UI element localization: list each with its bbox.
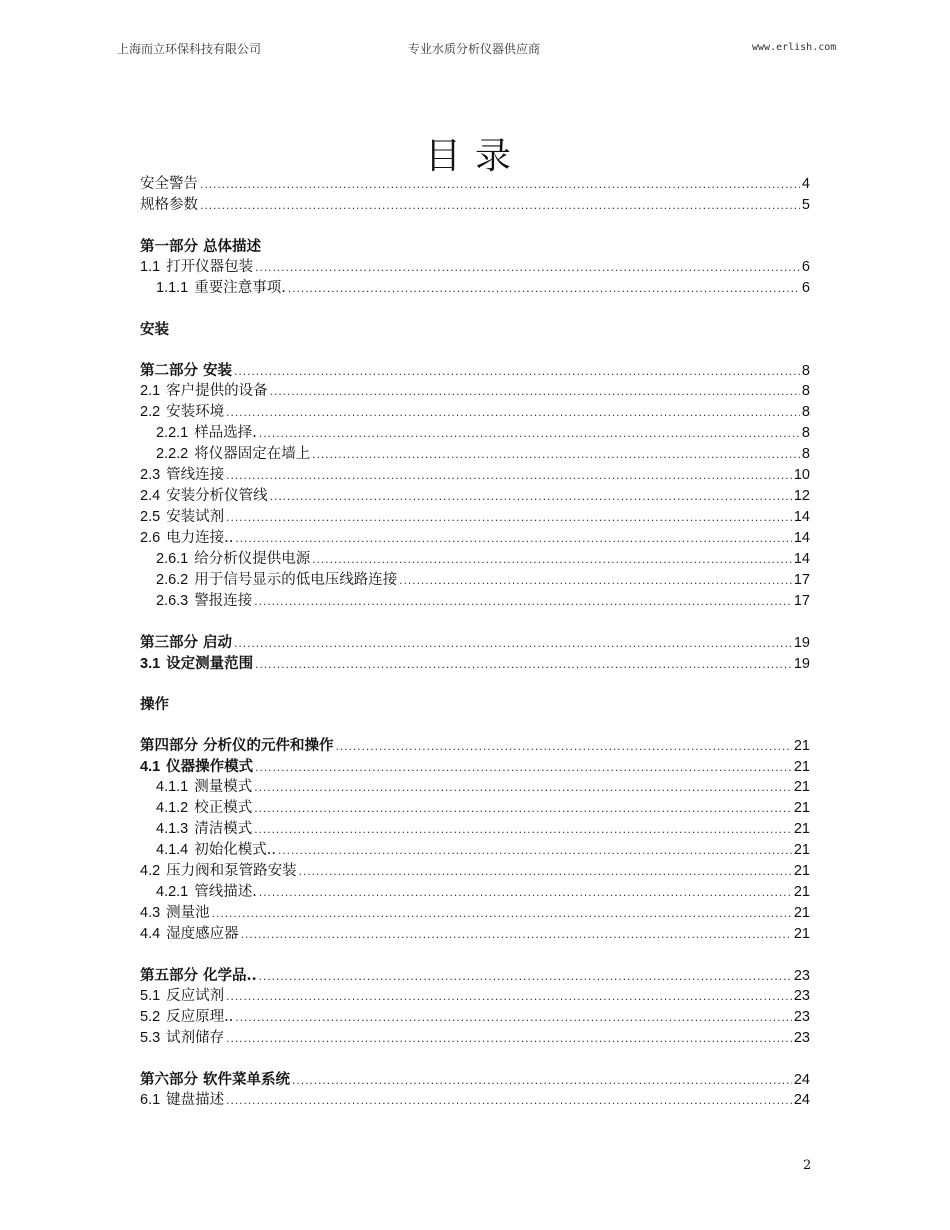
toc-entry-text: 安装 bbox=[140, 321, 169, 338]
toc-entry-label bbox=[140, 986, 224, 1007]
toc-entry-text: 安装分析仪管线 bbox=[166, 488, 268, 504]
toc-entry-page: 23 bbox=[793, 1030, 810, 1046]
table-of-contents bbox=[140, 174, 810, 1111]
toc-entry-text: 设定测量范围 bbox=[166, 655, 254, 672]
toc-leader-dots bbox=[200, 174, 800, 195]
toc-leader-dots bbox=[259, 882, 792, 903]
toc-entry bbox=[140, 861, 810, 882]
toc-leader-dots bbox=[255, 654, 792, 675]
toc-leader-dots bbox=[292, 1070, 792, 1091]
toc-entry-page: 17 bbox=[793, 593, 810, 609]
toc-leader-dots bbox=[255, 257, 800, 278]
toc-entry-number: 4.2 bbox=[140, 863, 161, 879]
toc-entry-text: 第二部分 安装 bbox=[140, 362, 233, 379]
page-title: 目录 bbox=[424, 136, 525, 177]
toc-leader-dots bbox=[312, 549, 792, 570]
toc-entry bbox=[140, 735, 810, 756]
toc-entry bbox=[140, 195, 810, 216]
toc-entry-text: 规格参数 bbox=[140, 197, 198, 213]
toc-entry-label bbox=[140, 381, 268, 402]
toc-entry-number: 4.1.4 bbox=[156, 842, 189, 858]
toc-entry-number: 2.3 bbox=[140, 467, 161, 483]
toc-entry-text: 安装试剂 bbox=[166, 509, 225, 525]
toc-entry bbox=[140, 777, 810, 798]
toc-entry bbox=[140, 465, 810, 486]
toc-entry-text: 试剂储存 bbox=[166, 1030, 225, 1046]
toc-entry-label bbox=[140, 507, 224, 528]
toc-leader-dots bbox=[235, 1007, 791, 1028]
toc-leader-dots bbox=[254, 591, 792, 612]
toc-entry bbox=[140, 360, 810, 381]
toc-entry bbox=[140, 591, 810, 612]
toc-entry bbox=[140, 819, 810, 840]
toc-entry bbox=[140, 570, 810, 591]
toc-entry-number: 6.1 bbox=[140, 1092, 161, 1108]
toc-entry-text: 客户提供的设备 bbox=[166, 383, 268, 399]
toc-entry-number: 2.1 bbox=[140, 383, 161, 399]
toc-entry-page: 21 bbox=[793, 779, 810, 795]
toc-entry-text: 第四部分 分析仪的元件和操作 bbox=[140, 737, 334, 754]
toc-entry-text: 压力阀和泵管路安装 bbox=[166, 863, 297, 879]
toc-entry-page: 24 bbox=[793, 1092, 810, 1108]
toc-entry-page: 21 bbox=[793, 842, 810, 858]
toc-entry bbox=[140, 549, 810, 570]
toc-entry-number: 2.5 bbox=[140, 509, 161, 525]
toc-leader-dots bbox=[259, 423, 800, 444]
toc-entry bbox=[140, 694, 810, 715]
toc-entry-number: 3.1 bbox=[140, 656, 161, 672]
toc-leader-dots bbox=[226, 507, 792, 528]
toc-leader-dots bbox=[226, 1028, 792, 1049]
toc-entry-number: 4.1.2 bbox=[156, 800, 189, 816]
toc-entry-label bbox=[156, 819, 252, 840]
toc-entry-text: 第五部分 化学品.. bbox=[140, 967, 257, 984]
toc-leader-dots bbox=[234, 361, 800, 382]
toc-entry-number: 4.3 bbox=[140, 905, 161, 921]
toc-entry bbox=[140, 1007, 810, 1028]
toc-entry-number: 4.4 bbox=[140, 926, 161, 942]
toc-entry bbox=[140, 903, 810, 924]
toc-entry bbox=[140, 1090, 810, 1111]
toc-entry-text: 操作 bbox=[140, 696, 169, 713]
toc-entry-page: 17 bbox=[793, 572, 810, 588]
toc-entry bbox=[140, 756, 810, 777]
toc-entry-number: 4.1.3 bbox=[156, 821, 189, 837]
toc-entry-text: 测量池 bbox=[166, 905, 210, 921]
toc-entry bbox=[140, 840, 810, 861]
toc-entry bbox=[140, 402, 810, 423]
toc-entry-number: 4.1.1 bbox=[156, 779, 189, 795]
toc-entry-label bbox=[156, 278, 286, 299]
toc-entry-text: 将仪器固定在墙上 bbox=[194, 446, 311, 462]
toc-leader-dots bbox=[212, 903, 792, 924]
toc-entry-number: 4.2.1 bbox=[156, 884, 189, 900]
toc-entry bbox=[140, 965, 810, 986]
toc-entry-label bbox=[156, 882, 257, 903]
toc-entry bbox=[140, 174, 810, 195]
toc-leader-dots bbox=[254, 819, 792, 840]
toc-entry bbox=[140, 528, 810, 549]
toc-entry-label bbox=[140, 694, 169, 715]
toc-entry-number: 2.6 bbox=[140, 530, 161, 546]
toc-entry-label bbox=[140, 735, 334, 756]
toc-entry bbox=[140, 882, 810, 903]
toc-entry bbox=[140, 278, 810, 299]
toc-entry-page: 21 bbox=[793, 905, 810, 921]
toc-entry-label bbox=[140, 1028, 224, 1049]
toc-entry-text: 清洁模式 bbox=[194, 821, 253, 837]
page-number: 2 bbox=[803, 1158, 812, 1173]
toc-entry-label bbox=[156, 549, 310, 570]
toc-entry-text: 样品选择. bbox=[194, 425, 257, 441]
toc-entry-text: 湿度感应器 bbox=[166, 926, 239, 942]
toc-entry-page: 23 bbox=[793, 968, 810, 984]
toc-leader-dots bbox=[312, 444, 800, 465]
toc-leader-dots bbox=[226, 402, 800, 423]
toc-entry-page: 19 bbox=[793, 635, 810, 651]
toc-entry-page: 8 bbox=[801, 446, 810, 462]
toc-entry-label bbox=[156, 570, 397, 591]
toc-entry bbox=[140, 924, 810, 945]
page-header bbox=[0, 40, 950, 60]
toc-entry bbox=[140, 257, 810, 278]
toc-entry-text: 仪器操作模式 bbox=[166, 758, 254, 775]
toc-entry-label bbox=[140, 465, 224, 486]
toc-entry-page: 19 bbox=[793, 656, 810, 672]
toc-entry-label bbox=[140, 756, 253, 778]
toc-entry-page: 23 bbox=[793, 1009, 810, 1025]
toc-entry-text: 第一部分 总体描述 bbox=[140, 238, 262, 255]
toc-leader-dots bbox=[234, 633, 792, 654]
toc-entry-page: 21 bbox=[793, 863, 810, 879]
toc-entry-label bbox=[140, 653, 253, 675]
toc-entry-label bbox=[140, 528, 233, 549]
toc-leader-dots bbox=[241, 924, 792, 945]
toc-leader-dots bbox=[399, 570, 792, 591]
toc-entry-page: 14 bbox=[793, 551, 810, 567]
toc-entry-label bbox=[140, 257, 253, 278]
toc-entry-page: 14 bbox=[793, 530, 810, 546]
toc-entry-number: 5.2 bbox=[140, 1009, 161, 1025]
toc-entry-label bbox=[140, 903, 210, 924]
toc-leader-dots bbox=[235, 528, 791, 549]
toc-entry-number: 5.1 bbox=[140, 988, 161, 1004]
toc-leader-dots bbox=[336, 736, 792, 757]
toc-entry-page: 8 bbox=[801, 404, 810, 420]
toc-entry-label bbox=[140, 319, 169, 340]
toc-entry bbox=[140, 236, 810, 257]
toc-entry-page: 8 bbox=[801, 425, 810, 441]
toc-entry bbox=[140, 381, 810, 402]
toc-leader-dots bbox=[299, 861, 792, 882]
toc-entry bbox=[140, 507, 810, 528]
toc-entry-number: 2.2.1 bbox=[156, 425, 189, 441]
toc-entry-number: 4.1 bbox=[140, 759, 161, 775]
toc-entry-page: 21 bbox=[793, 800, 810, 816]
toc-entry bbox=[140, 798, 810, 819]
toc-entry-number: 2.2 bbox=[140, 404, 161, 420]
toc-entry-label bbox=[156, 591, 252, 612]
toc-entry bbox=[140, 423, 810, 444]
toc-entry bbox=[140, 444, 810, 465]
toc-entry-text: 第三部分 启动 bbox=[140, 634, 233, 651]
toc-entry-number: 1.1 bbox=[140, 259, 161, 275]
toc-leader-dots bbox=[226, 465, 792, 486]
toc-entry-text: 反应原理.. bbox=[166, 1009, 234, 1025]
toc-entry-label bbox=[156, 777, 252, 798]
toc-entry-page: 10 bbox=[793, 467, 810, 483]
toc-entry-number: 2.6.1 bbox=[156, 551, 189, 567]
toc-entry-number: 2.6.3 bbox=[156, 593, 189, 609]
toc-entry-text: 安装环境 bbox=[166, 404, 225, 420]
toc-entry bbox=[140, 1069, 810, 1090]
toc-entry-page: 6 bbox=[801, 259, 810, 275]
toc-entry-label bbox=[140, 402, 224, 423]
toc-entry-label bbox=[140, 965, 257, 986]
toc-leader-dots bbox=[278, 840, 792, 861]
toc-entry-text: 校正模式 bbox=[194, 800, 253, 816]
toc-entry-label bbox=[140, 861, 297, 882]
toc-entry bbox=[140, 1028, 810, 1049]
toc-entry-page: 14 bbox=[793, 509, 810, 525]
toc-entry-number: 2.4 bbox=[140, 488, 161, 504]
toc-entry-label bbox=[140, 174, 198, 195]
toc-entry-label bbox=[156, 840, 276, 861]
toc-entry-number: 5.3 bbox=[140, 1030, 161, 1046]
toc-entry-number: 1.1.1 bbox=[156, 280, 189, 296]
toc-leader-dots bbox=[226, 986, 792, 1007]
toc-leader-dots bbox=[226, 1090, 792, 1111]
toc-entry-label bbox=[140, 236, 261, 257]
toc-entry-text: 电力连接.. bbox=[166, 530, 234, 546]
toc-entry-text: 管线连接 bbox=[166, 467, 225, 483]
header-company: 上海而立环保科技有限公司 bbox=[117, 42, 262, 56]
toc-leader-dots bbox=[200, 195, 800, 216]
toc-entry-page: 21 bbox=[793, 821, 810, 837]
toc-leader-dots bbox=[255, 757, 792, 778]
toc-entry-text: 用于信号显示的低电压线路连接 bbox=[194, 572, 398, 588]
toc-entry-number: 2.2.2 bbox=[156, 446, 189, 462]
toc-entry-label bbox=[140, 632, 232, 653]
toc-entry-page: 21 bbox=[793, 759, 810, 775]
toc-entry-text: 给分析仪提供电源 bbox=[194, 551, 311, 567]
toc-entry-page: 21 bbox=[793, 738, 810, 754]
toc-entry-label bbox=[140, 924, 239, 945]
toc-entry-label bbox=[156, 798, 252, 819]
header-website: www.erlish.com bbox=[752, 42, 837, 53]
toc-entry-page: 8 bbox=[801, 363, 810, 379]
toc-entry-label bbox=[140, 1090, 224, 1111]
toc-entry-text: 打开仪器包装 bbox=[166, 259, 254, 275]
toc-leader-dots bbox=[254, 798, 792, 819]
toc-leader-dots bbox=[288, 278, 800, 299]
toc-entry-label bbox=[140, 486, 268, 507]
toc-entry-page: 21 bbox=[793, 926, 810, 942]
toc-entry bbox=[140, 653, 810, 674]
header-slogan: 专业水质分析仪器供应商 bbox=[408, 42, 541, 56]
toc-entry-label bbox=[156, 423, 257, 444]
toc-entry-page: 8 bbox=[801, 383, 810, 399]
toc-entry-label bbox=[140, 195, 198, 216]
toc-entry-page: 23 bbox=[793, 988, 810, 1004]
toc-entry-text: 键盘描述 bbox=[166, 1092, 225, 1108]
toc-entry bbox=[140, 319, 810, 340]
toc-entry-text: 第六部分 软件菜单系统 bbox=[140, 1071, 291, 1088]
toc-entry-text: 安全警告 bbox=[140, 176, 198, 192]
toc-entry-text: 警报连接 bbox=[194, 593, 253, 609]
toc-leader-dots bbox=[254, 777, 792, 798]
toc-entry-page: 6 bbox=[801, 280, 810, 296]
toc-entry-page: 21 bbox=[793, 884, 810, 900]
toc-entry-page: 5 bbox=[801, 197, 810, 213]
toc-entry bbox=[140, 986, 810, 1007]
toc-entry-page: 4 bbox=[801, 176, 810, 192]
toc-entry-label bbox=[140, 1069, 290, 1090]
toc-entry-text: 重要注意事项. bbox=[194, 280, 286, 296]
toc-entry-text: 初始化模式.. bbox=[194, 842, 276, 858]
toc-entry bbox=[140, 486, 810, 507]
toc-entry-number: 2.6.2 bbox=[156, 572, 189, 588]
toc-entry-page: 24 bbox=[793, 1072, 810, 1088]
toc-leader-dots bbox=[270, 486, 792, 507]
toc-entry-page: 12 bbox=[793, 488, 810, 504]
toc-entry bbox=[140, 632, 810, 653]
toc-entry-label bbox=[156, 444, 310, 465]
toc-entry-text: 反应试剂 bbox=[166, 988, 225, 1004]
toc-entry-text: 管线描述. bbox=[194, 884, 257, 900]
toc-leader-dots bbox=[270, 381, 800, 402]
toc-entry-label bbox=[140, 360, 232, 381]
toc-entry-text: 测量模式 bbox=[194, 779, 253, 795]
toc-leader-dots bbox=[259, 966, 792, 987]
toc-entry-label bbox=[140, 1007, 233, 1028]
